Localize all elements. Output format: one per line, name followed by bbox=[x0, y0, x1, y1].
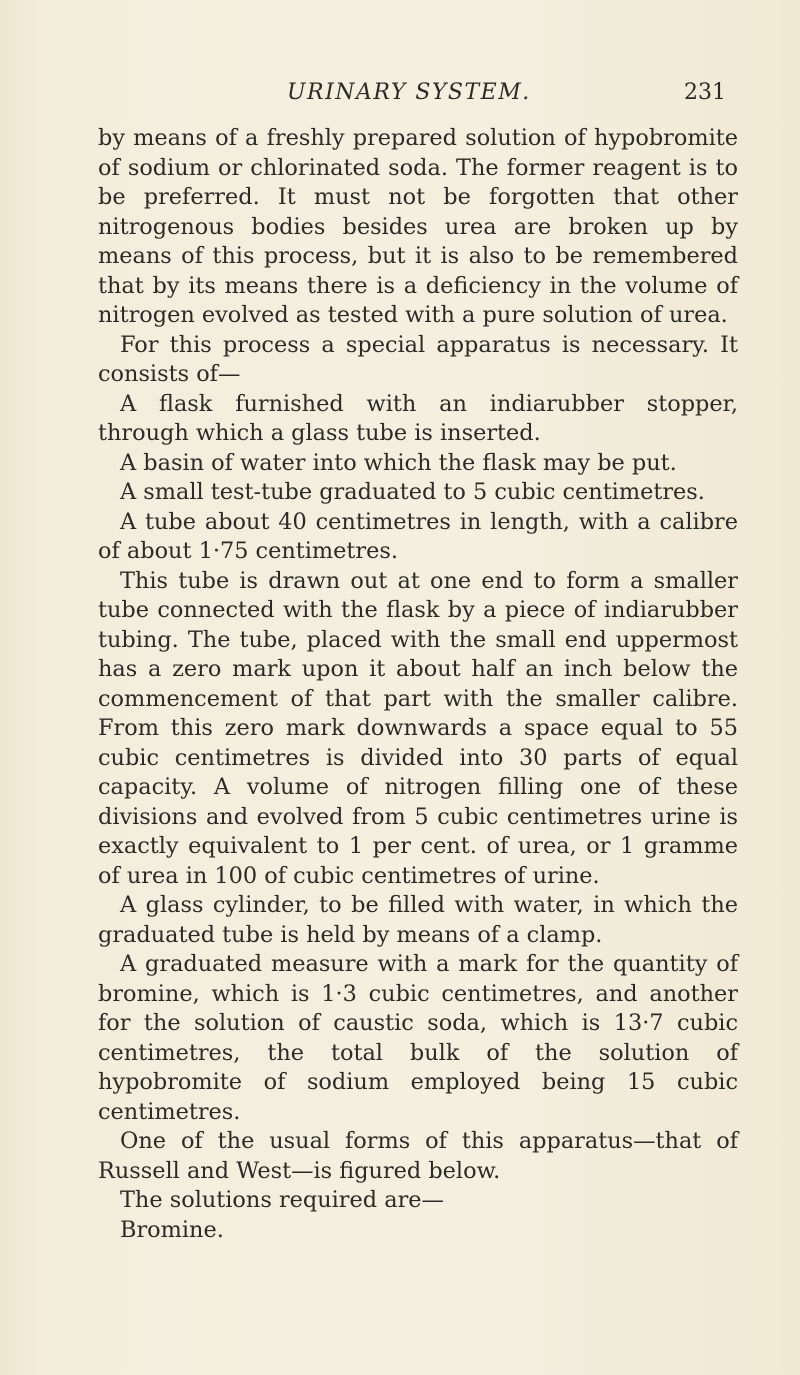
paragraph: by means of a freshly prepared solution of hypobromite of sodium or chlorinated soda. The former reagent is to be preferred. It must not be forgotten that other nitrogenous bodies besides urea are broken up by means of this process, but it is also to be remembered that by its means there is a deficiency in the volume of nitrogen evolved as tested with a pure solution of urea. bbox=[98, 125, 738, 328]
paragraph: This tube is drawn out at one end to form a smaller tube connected with the flask by a piece of indiarubber tubing. The tube, placed with the small end uppermost has a zero mark upon it about half an inch below the commencement of that part with the smaller calibre. From this zero mark downwards a space equal to 55 cubic centimetres is divided into 30 parts of equal capacity. A volume of nitrogen filling one of these divisions and evolved from 5 cubic centimetres urine is exactly equivalent to 1 per cent. of urea, or 1 gramme of urea in 100 of cubic centimetres of urine. bbox=[98, 567, 738, 889]
paragraph: The solutions required are— bbox=[120, 1187, 444, 1213]
paragraph: A basin of water into which the flask may be put. bbox=[120, 449, 677, 476]
paragraph: A flask furnished with an indiarubber stopper, through which a glass tube is inserted. bbox=[98, 390, 738, 446]
running-title: URINARY SYSTEM. bbox=[287, 80, 531, 105]
paragraph: A small test-tube graduated to 5 cubic centimetres. bbox=[120, 479, 705, 505]
paragraph: One of the usual forms of this apparatus—that of Russell and West—is figured below. bbox=[98, 1128, 738, 1184]
page-number: 231 bbox=[684, 80, 726, 105]
paragraph: A graduated measure with a mark for the quantity of bromine, which is 1·3 cubic centimetres, and another for the solution of caustic soda, which is 13·7 cubic centimetres, the total bulk of the solution of hypobromite of sodium employed being 15 cubic centimetres. bbox=[98, 951, 738, 1125]
paragraph: Bromine. bbox=[120, 1216, 224, 1243]
page-header bbox=[0, 80, 800, 112]
paragraph: A tube about 40 centimetres in length, with a calibre of about 1·75 centimetres. bbox=[98, 508, 738, 564]
paragraph: A glass cylinder, to be filled with water, in which the graduated tube is held by means of a clamp. bbox=[98, 892, 738, 948]
body-text bbox=[98, 124, 738, 1245]
paragraph: For this process a special apparatus is necessary. It consists of— bbox=[98, 331, 738, 387]
